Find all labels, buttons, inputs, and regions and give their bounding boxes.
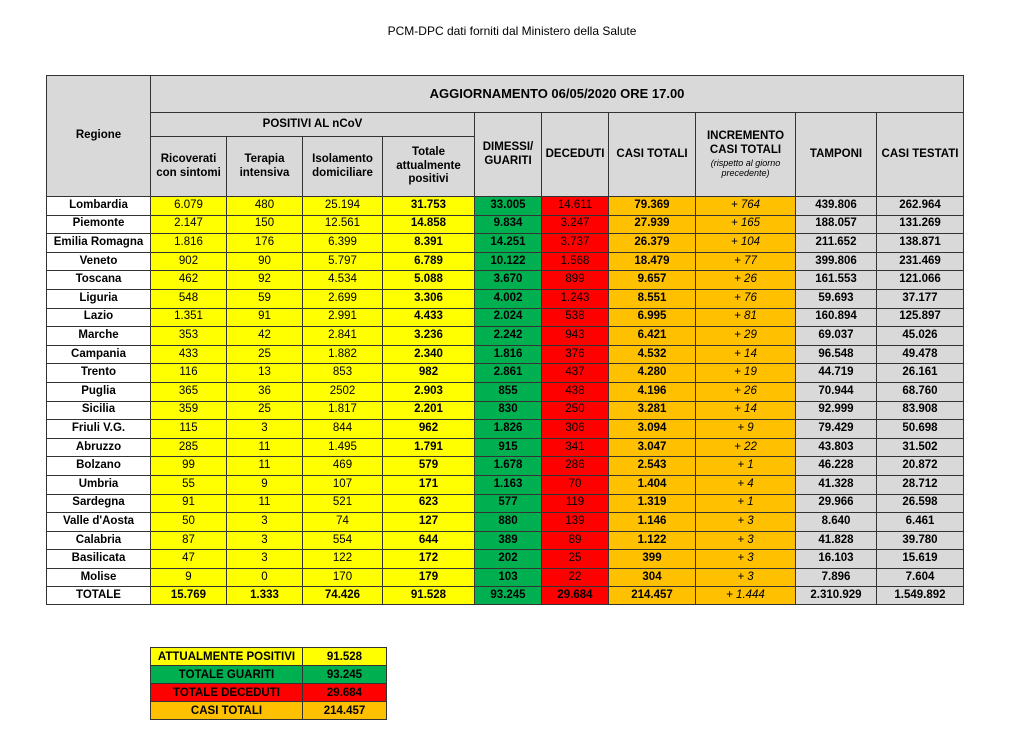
cell-isolamento: 1.817	[303, 401, 383, 420]
summary-row	[151, 684, 387, 702]
cell-casi-totali: 6.421	[609, 327, 696, 346]
cell-ricoverati: 2.147	[151, 215, 227, 234]
header-totale-positivi: Totale attualmente positivi	[383, 137, 475, 197]
cell-deceduti: 376	[542, 345, 609, 364]
header-incremento	[696, 113, 796, 197]
cell-casi-testati: 262.964	[877, 197, 964, 216]
cell-isolamento: 2.699	[303, 289, 383, 308]
cell-totale-positivi: 5.088	[383, 271, 475, 290]
cell-deceduti: 943	[542, 327, 609, 346]
cell-region: Basilicata	[47, 550, 151, 569]
cell-terapia: 480	[227, 197, 303, 216]
cell-casi-totali: 304	[609, 568, 696, 587]
cell-terapia: 0	[227, 568, 303, 587]
cell-deceduti: 89	[542, 531, 609, 550]
cell-incremento: + 26	[696, 382, 796, 401]
cell-deceduti: 899	[542, 271, 609, 290]
cell-totale-positivi: 8.391	[383, 234, 475, 253]
cell-deceduti: 3.247	[542, 215, 609, 234]
cell-casi-totali: 4.532	[609, 345, 696, 364]
page-title: PCM-DPC dati forniti dal Ministero della Salute	[387, 24, 637, 38]
cell-deceduti: 250	[542, 401, 609, 420]
cell-dimessi: 577	[475, 494, 542, 513]
cell-isolamento: 74	[303, 513, 383, 532]
cell-dimessi: 4.002	[475, 289, 542, 308]
cell-deceduti: 1.243	[542, 289, 609, 308]
cell-casi-testati: 7.604	[877, 568, 964, 587]
covid-data-table	[46, 75, 964, 605]
cell-region: Puglia	[47, 382, 151, 401]
summary-label: ATTUALMENTE POSITIVI	[151, 648, 303, 666]
cell-isolamento: 107	[303, 475, 383, 494]
total-casi-testati: 1.549.892	[877, 587, 964, 605]
cell-ricoverati: 47	[151, 550, 227, 569]
cell-dimessi: 2.861	[475, 364, 542, 383]
cell-isolamento: 122	[303, 550, 383, 569]
cell-totale-positivi: 2.340	[383, 345, 475, 364]
cell-dimessi: 33.005	[475, 197, 542, 216]
cell-deceduti: 14.611	[542, 197, 609, 216]
cell-tamponi: 160.894	[796, 308, 877, 327]
total-dimessi: 93.245	[475, 587, 542, 605]
summary-value: 91.528	[303, 648, 387, 666]
cell-tamponi: 7.896	[796, 568, 877, 587]
header-ricoverati: Ricoverati con sintomi	[151, 137, 227, 197]
table-row	[47, 531, 964, 550]
cell-tamponi: 59.693	[796, 289, 877, 308]
cell-casi-testati: 6.461	[877, 513, 964, 532]
cell-terapia: 3	[227, 531, 303, 550]
summary-row	[151, 666, 387, 684]
cell-incremento: + 1	[696, 494, 796, 513]
cell-isolamento: 554	[303, 531, 383, 550]
cell-ricoverati: 548	[151, 289, 227, 308]
cell-casi-totali: 79.369	[609, 197, 696, 216]
cell-tamponi: 43.803	[796, 438, 877, 457]
cell-region: Piemonte	[47, 215, 151, 234]
cell-totale-positivi: 14.858	[383, 215, 475, 234]
table-row	[47, 289, 964, 308]
header-dimessi: DIMESSI/ GUARITI	[475, 113, 542, 197]
cell-region: Lombardia	[47, 197, 151, 216]
cell-dimessi: 1.816	[475, 345, 542, 364]
cell-incremento: + 764	[696, 197, 796, 216]
cell-incremento: + 14	[696, 401, 796, 420]
cell-casi-testati: 26.161	[877, 364, 964, 383]
cell-tamponi: 211.652	[796, 234, 877, 253]
cell-casi-totali: 1.146	[609, 513, 696, 532]
cell-terapia: 25	[227, 401, 303, 420]
cell-tamponi: 161.553	[796, 271, 877, 290]
cell-ricoverati: 116	[151, 364, 227, 383]
cell-totale-positivi: 623	[383, 494, 475, 513]
cell-deceduti: 341	[542, 438, 609, 457]
cell-deceduti: 306	[542, 420, 609, 439]
cell-tamponi: 399.806	[796, 252, 877, 271]
header-regione: Regione	[47, 76, 151, 197]
cell-casi-testati: 138.871	[877, 234, 964, 253]
cell-casi-totali: 3.281	[609, 401, 696, 420]
cell-casi-testati: 31.502	[877, 438, 964, 457]
cell-ricoverati: 902	[151, 252, 227, 271]
cell-totale-positivi: 2.903	[383, 382, 475, 401]
cell-incremento: + 29	[696, 327, 796, 346]
cell-region: Abruzzo	[47, 438, 151, 457]
total-ricoverati: 15.769	[151, 587, 227, 605]
cell-deceduti: 286	[542, 457, 609, 476]
cell-isolamento: 1.495	[303, 438, 383, 457]
cell-isolamento: 4.534	[303, 271, 383, 290]
table-row	[47, 308, 964, 327]
header-deceduti: DECEDUTI	[542, 113, 609, 197]
cell-tamponi: 16.103	[796, 550, 877, 569]
summary-table	[150, 647, 387, 720]
cell-terapia: 176	[227, 234, 303, 253]
cell-casi-totali: 1.404	[609, 475, 696, 494]
table-row	[47, 345, 964, 364]
cell-ricoverati: 50	[151, 513, 227, 532]
cell-ricoverati: 91	[151, 494, 227, 513]
cell-terapia: 42	[227, 327, 303, 346]
table-row	[47, 475, 964, 494]
cell-casi-testati: 45.026	[877, 327, 964, 346]
cell-totale-positivi: 179	[383, 568, 475, 587]
cell-tamponi: 79.429	[796, 420, 877, 439]
cell-incremento: + 104	[696, 234, 796, 253]
cell-casi-testati: 121.066	[877, 271, 964, 290]
cell-casi-testati: 83.908	[877, 401, 964, 420]
cell-incremento: + 3	[696, 568, 796, 587]
cell-ricoverati: 285	[151, 438, 227, 457]
update-banner: AGGIORNAMENTO 06/05/2020 ORE 17.00	[151, 76, 964, 113]
cell-terapia: 90	[227, 252, 303, 271]
cell-dimessi: 830	[475, 401, 542, 420]
cell-region: Marche	[47, 327, 151, 346]
cell-ricoverati: 462	[151, 271, 227, 290]
table-row	[47, 494, 964, 513]
cell-dimessi: 10.122	[475, 252, 542, 271]
cell-casi-totali: 399	[609, 550, 696, 569]
cell-casi-totali: 8.551	[609, 289, 696, 308]
cell-region: Umbria	[47, 475, 151, 494]
cell-terapia: 11	[227, 457, 303, 476]
cell-region: Sicilia	[47, 401, 151, 420]
cell-terapia: 36	[227, 382, 303, 401]
total-incremento: + 1.444	[696, 587, 796, 605]
cell-terapia: 9	[227, 475, 303, 494]
cell-tamponi: 29.966	[796, 494, 877, 513]
table-row	[47, 568, 964, 587]
cell-casi-totali: 3.094	[609, 420, 696, 439]
cell-deceduti: 1.568	[542, 252, 609, 271]
cell-isolamento: 844	[303, 420, 383, 439]
cell-deceduti: 119	[542, 494, 609, 513]
cell-dimessi: 1.163	[475, 475, 542, 494]
cell-region: Toscana	[47, 271, 151, 290]
cell-terapia: 91	[227, 308, 303, 327]
header-casi-testati: CASI TESTATI	[877, 113, 964, 197]
summary-label: TOTALE GUARITI	[151, 666, 303, 684]
table-row	[47, 364, 964, 383]
cell-ricoverati: 6.079	[151, 197, 227, 216]
cell-region: Emilia Romagna	[47, 234, 151, 253]
cell-dimessi: 2.242	[475, 327, 542, 346]
cell-ricoverati: 99	[151, 457, 227, 476]
cell-region: Veneto	[47, 252, 151, 271]
cell-casi-testati: 26.598	[877, 494, 964, 513]
cell-deceduti: 25	[542, 550, 609, 569]
cell-deceduti: 3.737	[542, 234, 609, 253]
cell-terapia: 59	[227, 289, 303, 308]
total-row	[47, 587, 964, 605]
cell-casi-totali: 1.122	[609, 531, 696, 550]
cell-dimessi: 855	[475, 382, 542, 401]
cell-totale-positivi: 31.753	[383, 197, 475, 216]
header-isolamento: Isolamento domiciliare	[303, 137, 383, 197]
cell-terapia: 11	[227, 494, 303, 513]
cell-dimessi: 103	[475, 568, 542, 587]
cell-casi-totali: 9.657	[609, 271, 696, 290]
cell-casi-totali: 26.379	[609, 234, 696, 253]
total-terapia: 1.333	[227, 587, 303, 605]
cell-incremento: + 9	[696, 420, 796, 439]
header-incremento-label: INCREMENTO CASI TOTALI	[706, 129, 785, 156]
cell-incremento: + 26	[696, 271, 796, 290]
table-row	[47, 197, 964, 216]
table-row	[47, 438, 964, 457]
cell-terapia: 13	[227, 364, 303, 383]
cell-totale-positivi: 2.201	[383, 401, 475, 420]
cell-totale-positivi: 579	[383, 457, 475, 476]
cell-ricoverati: 353	[151, 327, 227, 346]
cell-dimessi: 3.670	[475, 271, 542, 290]
cell-deceduti: 139	[542, 513, 609, 532]
cell-tamponi: 8.640	[796, 513, 877, 532]
header-positivi-group: POSITIVI AL nCoV	[151, 113, 475, 137]
cell-totale-positivi: 3.236	[383, 327, 475, 346]
cell-dimessi: 202	[475, 550, 542, 569]
cell-incremento: + 4	[696, 475, 796, 494]
cell-incremento: + 22	[696, 438, 796, 457]
cell-dimessi: 389	[475, 531, 542, 550]
table-row	[47, 382, 964, 401]
cell-incremento: + 81	[696, 308, 796, 327]
cell-casi-totali: 6.995	[609, 308, 696, 327]
cell-terapia: 3	[227, 513, 303, 532]
cell-region: Lazio	[47, 308, 151, 327]
cell-tamponi: 70.944	[796, 382, 877, 401]
cell-ricoverati: 87	[151, 531, 227, 550]
cell-casi-totali: 2.543	[609, 457, 696, 476]
cell-dimessi: 9.834	[475, 215, 542, 234]
summary-row	[151, 648, 387, 666]
cell-casi-testati: 50.698	[877, 420, 964, 439]
cell-incremento: + 3	[696, 531, 796, 550]
cell-region: Sardegna	[47, 494, 151, 513]
cell-totale-positivi: 3.306	[383, 289, 475, 308]
cell-dimessi: 14.251	[475, 234, 542, 253]
cell-dimessi: 1.826	[475, 420, 542, 439]
cell-dimessi: 1.678	[475, 457, 542, 476]
table-row	[47, 215, 964, 234]
cell-ricoverati: 365	[151, 382, 227, 401]
cell-incremento: + 165	[696, 215, 796, 234]
header-tamponi: TAMPONI	[796, 113, 877, 197]
cell-casi-totali: 18.479	[609, 252, 696, 271]
header-casi-totali: CASI TOTALI	[609, 113, 696, 197]
cell-totale-positivi: 962	[383, 420, 475, 439]
cell-casi-totali: 27.939	[609, 215, 696, 234]
cell-tamponi: 92.999	[796, 401, 877, 420]
cell-terapia: 11	[227, 438, 303, 457]
cell-isolamento: 170	[303, 568, 383, 587]
cell-tamponi: 46.228	[796, 457, 877, 476]
total-deceduti: 29.684	[542, 587, 609, 605]
total-tamponi: 2.310.929	[796, 587, 877, 605]
cell-casi-totali: 1.319	[609, 494, 696, 513]
cell-dimessi: 880	[475, 513, 542, 532]
cell-region: Valle d'Aosta	[47, 513, 151, 532]
total-totale-positivi: 91.528	[383, 587, 475, 605]
cell-region: Friuli V.G.	[47, 420, 151, 439]
cell-isolamento: 5.797	[303, 252, 383, 271]
cell-casi-testati: 20.872	[877, 457, 964, 476]
cell-incremento: + 76	[696, 289, 796, 308]
total-casi-totali: 214.457	[609, 587, 696, 605]
header-incremento-sub: (rispetto al giorno precedente)	[710, 157, 781, 179]
cell-deceduti: 438	[542, 382, 609, 401]
summary-label: TOTALE DECEDUTI	[151, 684, 303, 702]
cell-totale-positivi: 6.789	[383, 252, 475, 271]
cell-isolamento: 1.882	[303, 345, 383, 364]
cell-dimessi: 915	[475, 438, 542, 457]
cell-deceduti: 70	[542, 475, 609, 494]
table-row	[47, 271, 964, 290]
cell-tamponi: 41.328	[796, 475, 877, 494]
cell-region: Trento	[47, 364, 151, 383]
table-row	[47, 252, 964, 271]
cell-tamponi: 44.719	[796, 364, 877, 383]
cell-tamponi: 41.828	[796, 531, 877, 550]
summary-row	[151, 702, 387, 720]
cell-ricoverati: 1.351	[151, 308, 227, 327]
cell-tamponi: 96.548	[796, 345, 877, 364]
cell-region: Calabria	[47, 531, 151, 550]
cell-region: Campania	[47, 345, 151, 364]
cell-ricoverati: 115	[151, 420, 227, 439]
cell-terapia: 3	[227, 550, 303, 569]
cell-casi-testati: 28.712	[877, 475, 964, 494]
cell-isolamento: 6.399	[303, 234, 383, 253]
table-row	[47, 457, 964, 476]
table-row	[47, 420, 964, 439]
cell-casi-totali: 4.280	[609, 364, 696, 383]
cell-terapia: 150	[227, 215, 303, 234]
cell-casi-testati: 37.177	[877, 289, 964, 308]
total-region: TOTALE	[47, 587, 151, 605]
cell-tamponi: 439.806	[796, 197, 877, 216]
total-isolamento: 74.426	[303, 587, 383, 605]
cell-deceduti: 437	[542, 364, 609, 383]
cell-terapia: 25	[227, 345, 303, 364]
cell-isolamento: 2502	[303, 382, 383, 401]
cell-totale-positivi: 172	[383, 550, 475, 569]
cell-region: Molise	[47, 568, 151, 587]
cell-casi-testati: 15.619	[877, 550, 964, 569]
cell-isolamento: 521	[303, 494, 383, 513]
cell-incremento: + 3	[696, 550, 796, 569]
table-row	[47, 513, 964, 532]
cell-casi-testati: 39.780	[877, 531, 964, 550]
cell-totale-positivi: 4.433	[383, 308, 475, 327]
cell-deceduti: 538	[542, 308, 609, 327]
cell-incremento: + 77	[696, 252, 796, 271]
cell-incremento: + 19	[696, 364, 796, 383]
cell-deceduti: 22	[542, 568, 609, 587]
cell-casi-testati: 231.469	[877, 252, 964, 271]
cell-isolamento: 2.991	[303, 308, 383, 327]
cell-tamponi: 69.037	[796, 327, 877, 346]
cell-ricoverati: 359	[151, 401, 227, 420]
cell-isolamento: 25.194	[303, 197, 383, 216]
cell-tamponi: 188.057	[796, 215, 877, 234]
cell-incremento: + 14	[696, 345, 796, 364]
table-row	[47, 234, 964, 253]
cell-region: Liguria	[47, 289, 151, 308]
cell-dimessi: 2.024	[475, 308, 542, 327]
table-row	[47, 327, 964, 346]
cell-incremento: + 1	[696, 457, 796, 476]
table-row	[47, 401, 964, 420]
cell-terapia: 92	[227, 271, 303, 290]
cell-isolamento: 853	[303, 364, 383, 383]
cell-ricoverati: 9	[151, 568, 227, 587]
cell-casi-testati: 68.760	[877, 382, 964, 401]
cell-totale-positivi: 644	[383, 531, 475, 550]
cell-casi-totali: 3.047	[609, 438, 696, 457]
cell-casi-testati: 49.478	[877, 345, 964, 364]
summary-value: 29.684	[303, 684, 387, 702]
summary-label: CASI TOTALI	[151, 702, 303, 720]
cell-incremento: + 3	[696, 513, 796, 532]
summary-value: 93.245	[303, 666, 387, 684]
cell-isolamento: 12.561	[303, 215, 383, 234]
cell-totale-positivi: 171	[383, 475, 475, 494]
summary-value: 214.457	[303, 702, 387, 720]
cell-ricoverati: 1.816	[151, 234, 227, 253]
cell-region: Bolzano	[47, 457, 151, 476]
cell-isolamento: 2.841	[303, 327, 383, 346]
cell-casi-totali: 4.196	[609, 382, 696, 401]
cell-casi-testati: 125.897	[877, 308, 964, 327]
cell-totale-positivi: 982	[383, 364, 475, 383]
header-terapia: Terapia intensiva	[227, 137, 303, 197]
cell-totale-positivi: 1.791	[383, 438, 475, 457]
cell-ricoverati: 55	[151, 475, 227, 494]
cell-casi-testati: 131.269	[877, 215, 964, 234]
cell-terapia: 3	[227, 420, 303, 439]
cell-isolamento: 469	[303, 457, 383, 476]
table-row	[47, 550, 964, 569]
cell-ricoverati: 433	[151, 345, 227, 364]
cell-totale-positivi: 127	[383, 513, 475, 532]
